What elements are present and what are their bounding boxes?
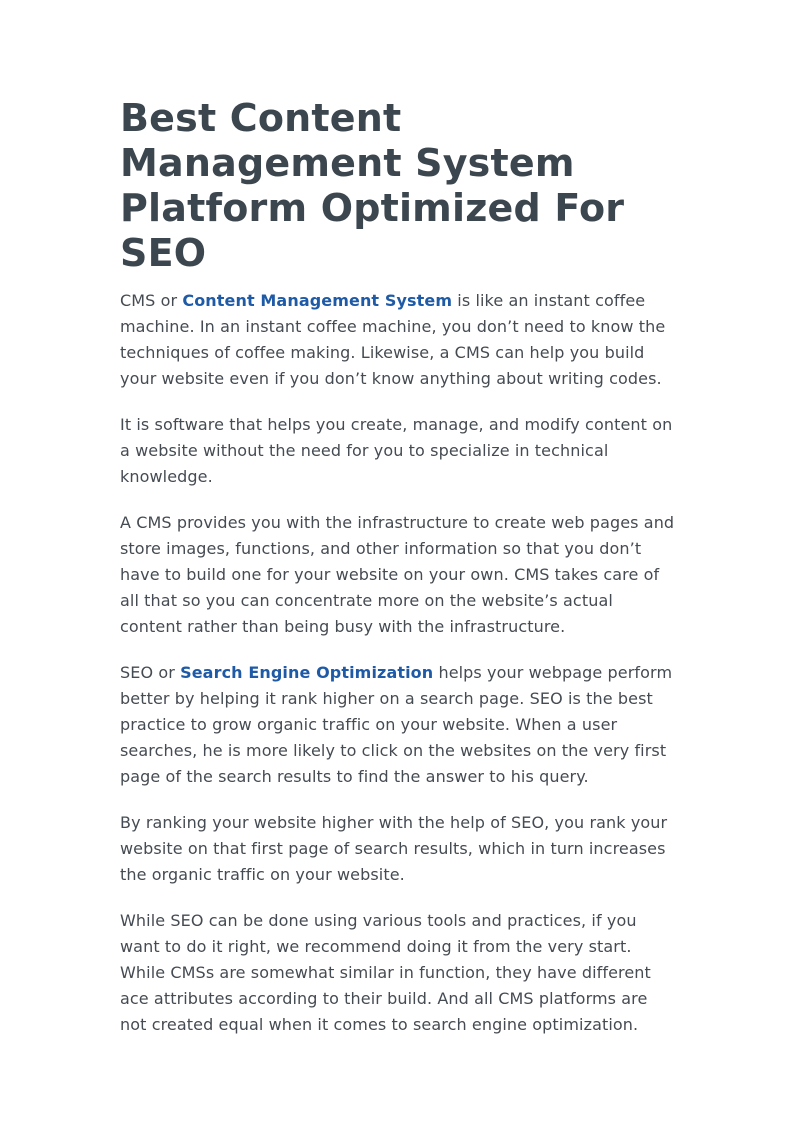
paragraph-text: CMS or: [120, 291, 183, 310]
paragraph-seo-ranking: By ranking your website higher with the help of SEO, you rank your website on that first page of search results, which in turn increases the organic traffic on your website.: [120, 813, 668, 884]
paragraph-text: SEO or: [120, 663, 181, 682]
paragraph-seo-intro: [120, 660, 676, 790]
search-engine-optimization-link[interactable]: Search Engine Optimization: [180, 663, 434, 682]
page-title: Best Content Management System Platform Optimized For SEO: [120, 96, 625, 275]
paragraph-cms-infrastructure: A CMS provides you with the infrastructure to create web pages and store images, functions, and other information so that you don’t have to build one for your website on your own. CMS takes care of all that so you can concentrate more on the website’s actual content rather than being busy with the infrastructure.: [120, 513, 675, 636]
paragraph-seo-cms-comparison: While SEO can be done using various tools and practices, if you want to do it right, we recommend doing it from the very start. While CMSs are somewhat similar in function, they have different ace attributes according to their build. And all CMS platforms are not created equal when it comes to search engine optimization.: [120, 911, 651, 1034]
content-management-system-link[interactable]: Content Management System: [182, 291, 453, 310]
paragraph-text: is like an instant coffee machine. In an instant coffee machine, you don’t need to know the techniques of coffee making. Likewise, a CMS can help you build your website even if you don’t know anything about writing codes.: [120, 291, 666, 388]
article: [120, 96, 676, 1038]
paragraph-text: helps your webpage perform better by helping it rank higher on a search page. SEO is the best practice to grow organic traffic on your website. When a user searches, he is more likely to click on the websites on the very first page of the search results to find the answer to his query.: [120, 663, 673, 786]
paragraph-cms-intro: [120, 288, 676, 392]
paragraph-cms-software: It is software that helps you create, manage, and modify content on a website without the need for you to specialize in technical knowledge.: [120, 415, 673, 486]
